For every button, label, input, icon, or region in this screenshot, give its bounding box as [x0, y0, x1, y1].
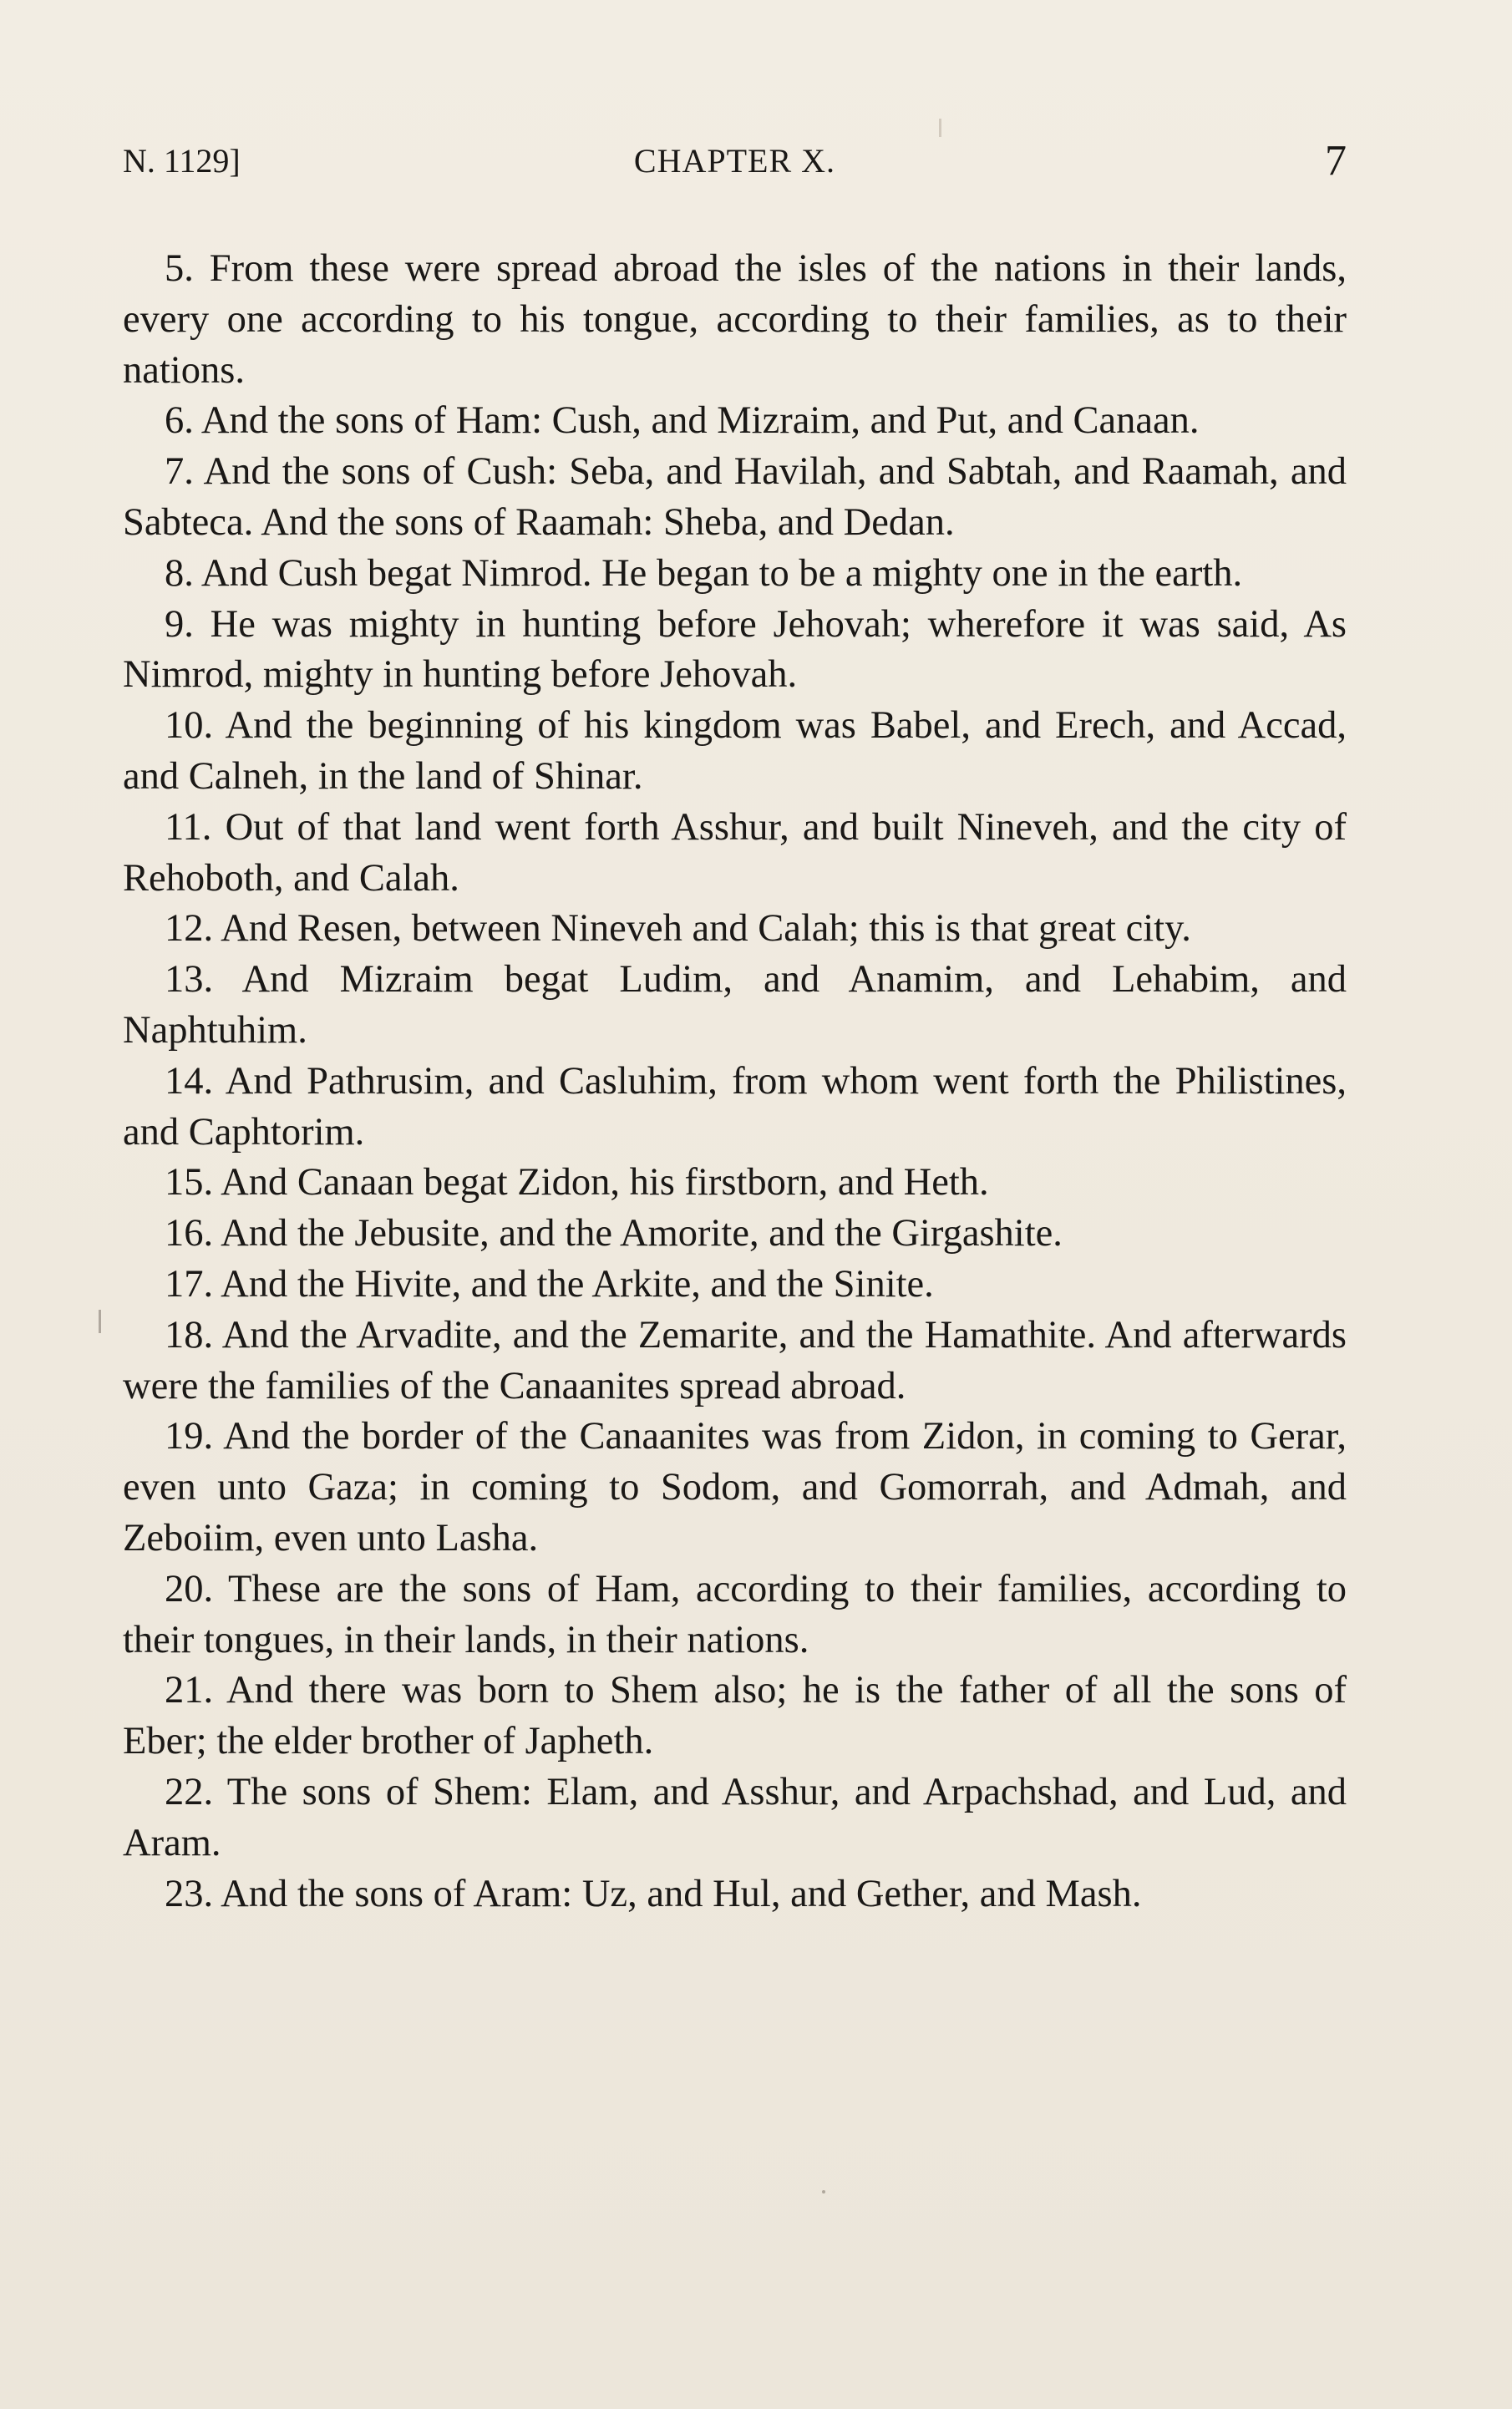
header-reference: N. 1129] — [123, 142, 241, 180]
verse-23: 23. And the sons of Aram: Uz, and Hul, and Gether, and Mash. — [165, 1872, 1142, 1915]
verse-12: 12. And Resen, between Nineveh and Calah; this is that great city. — [165, 907, 1191, 951]
verse-5: 5. From these were spread abroad the isles of the nations in their lands, every one according to his tongue, according to their families, as to their nations. — [123, 247, 1347, 392]
verse-21: 21. And there was born to Shem also; he is the father of all the sons of Eber; the elder brother of Japheth. — [123, 1669, 1347, 1763]
ink-dot — [822, 2190, 825, 2193]
verse-10: 10. And the beginning of his kingdom was Babel, and Erech, and Accad, and Calneh, in the land of Shinar. — [123, 704, 1347, 798]
verse-17: 17. And the Hivite, and the Arkite, and the Sinite. — [165, 1262, 934, 1306]
running-header — [123, 132, 1347, 190]
verse-6: 6. And the sons of Ham: Cush, and Mizraim, and Put, and Canaan. — [165, 399, 1200, 443]
paper-speck — [939, 119, 941, 137]
verse-16: 16. And the Jebusite, and the Amorite, and the Girgashite. — [165, 1212, 1063, 1255]
verse-8: 8. And Cush begat Nimrod. He began to be a mighty one in the earth. — [165, 551, 1243, 595]
verse-20: 20. These are the sons of Ham, according to their families, according to their tongues, in their lands, in their nations. — [123, 1567, 1347, 1661]
verse-18: 18. And the Arvadite, and the Zemarite, and the Hamathite. And afterwards were the families of the Canaanites spread abroad. — [123, 1313, 1347, 1407]
verse-14: 14. And Pathrusim, and Casluhim, from whom went forth the Philistines, and Caphtorim. — [123, 1059, 1347, 1154]
verse-13: 13. And Mizraim begat Ludim, and Anamim, and Lehabim, and Naphtuhim. — [123, 958, 1347, 1052]
verse-7: 7. And the sons of Cush: Seba, and Havilah, and Sabtah, and Raamah, and Sabteca. And the sons of Raamah: Sheba, and Dedan. — [123, 450, 1347, 544]
verse-22: 22. The sons of Shem: Elam, and Asshur, and Arpachshad, and Lud, and Aram. — [123, 1770, 1347, 1864]
verse-15: 15. And Canaan begat Zidon, his firstborn, and Heth. — [165, 1161, 989, 1204]
chapter-title: CHAPTER X. — [633, 142, 836, 180]
verse-text — [123, 244, 1347, 1920]
verse-11: 11. Out of that land went forth Asshur, and built Nineveh, and the city of Rehoboth, and Calah. — [123, 805, 1347, 900]
page-number: 7 — [1325, 137, 1347, 185]
margin-mark — [99, 1310, 101, 1333]
verse-9: 9. He was mighty in hunting before Jehovah; wherefore it was said, As Nimrod, mighty in hunting before Jehovah. — [123, 602, 1347, 697]
verse-19: 19. And the border of the Canaanites was from Zidon, in coming to Gerar, even unto Gaza; in coming to Sodom, and Gomorrah, and Admah, and Zeboiim, even unto Lasha. — [123, 1415, 1347, 1560]
